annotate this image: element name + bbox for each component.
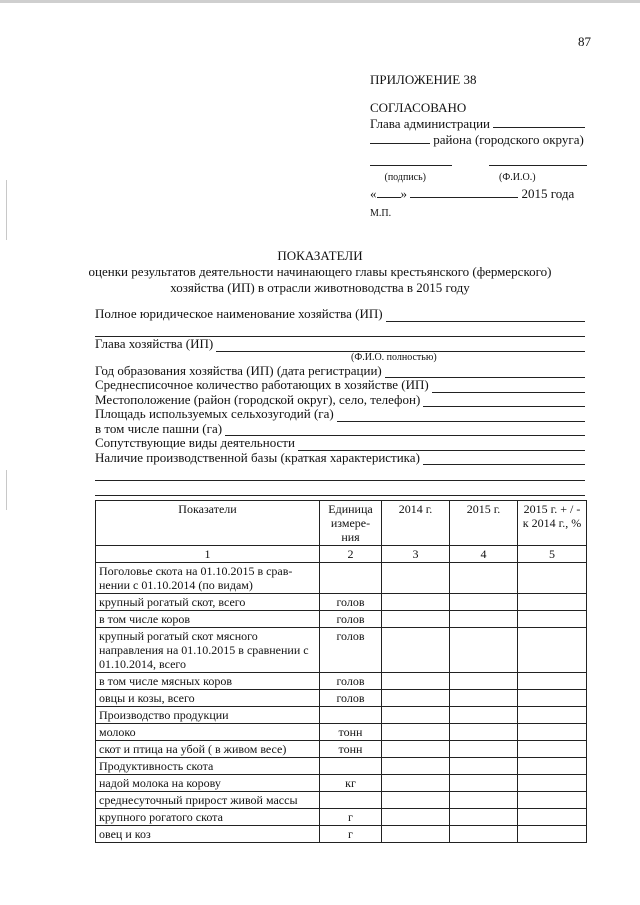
- row-value-2015: [450, 611, 518, 628]
- table-row: [96, 628, 587, 673]
- row-indicator: среднесуточный прирост живой массы: [96, 792, 320, 809]
- approval-line-1: [370, 116, 587, 132]
- base-label: Наличие производственной базы (краткая характеристика): [95, 449, 420, 465]
- arable-field: [95, 422, 585, 437]
- row-change: [518, 809, 587, 826]
- date-open-quote: «: [370, 186, 377, 201]
- row-unit: [320, 707, 382, 724]
- row-change: [518, 628, 587, 673]
- table-body: [96, 563, 587, 843]
- row-change: [518, 563, 587, 594]
- row-indicator: надой молока на корову: [96, 775, 320, 792]
- row-value-2014: [382, 809, 450, 826]
- col-num-5: 5: [518, 546, 587, 563]
- workers-blank: [432, 381, 585, 393]
- row-change: [518, 758, 587, 775]
- row-value-2014: [382, 628, 450, 673]
- area-field: [95, 407, 585, 422]
- full-name-field: [95, 307, 585, 322]
- fio-caption: (Ф.И.О.): [499, 172, 536, 183]
- row-value-2014: [382, 758, 450, 775]
- header-change: 2015 г. + / - к 2014 г., %: [518, 501, 587, 546]
- day-blank: [377, 186, 401, 198]
- base-extra-line-2: [95, 481, 585, 497]
- row-value-2015: [450, 724, 518, 741]
- row-unit: [320, 792, 382, 809]
- row-value-2014: [382, 690, 450, 707]
- signature-line: [370, 154, 587, 170]
- month-blank: [410, 186, 518, 198]
- year-field: [95, 364, 585, 379]
- row-unit: голов: [320, 673, 382, 690]
- base-blank: [423, 453, 585, 465]
- table-row: [96, 792, 587, 809]
- column-number-row: [96, 546, 587, 563]
- row-unit: [320, 758, 382, 775]
- header-row: [96, 501, 587, 546]
- row-value-2015: [450, 758, 518, 775]
- scan-edge-mark: [6, 470, 7, 510]
- row-value-2014: [382, 707, 450, 724]
- row-indicator: Продуктивность скота: [96, 758, 320, 775]
- table-row: [96, 594, 587, 611]
- row-change: [518, 792, 587, 809]
- row-value-2014: [382, 563, 450, 594]
- row-value-2014: [382, 594, 450, 611]
- table-row: [96, 826, 587, 843]
- approval-line-1-text: Глава администрации: [370, 116, 491, 131]
- signature-blank: [370, 154, 452, 166]
- row-unit: голов: [320, 628, 382, 673]
- table-row: [96, 758, 587, 775]
- row-value-2014: [382, 724, 450, 741]
- row-value-2015: [450, 628, 518, 673]
- row-unit: [320, 563, 382, 594]
- row-value-2015: [450, 594, 518, 611]
- date-close-quote: »: [400, 186, 407, 201]
- base-field: [95, 451, 585, 466]
- row-indicator: молоко: [96, 724, 320, 741]
- approval-line-2: [370, 132, 587, 148]
- year-label: Год образования хозяйства (ИП) (дата регистрации): [95, 362, 382, 378]
- row-indicator: Производство продукции: [96, 707, 320, 724]
- row-indicator: овец и коз: [96, 826, 320, 843]
- heading-line-2: хозяйства (ИП) в отрасли животноводства в 2015 году: [170, 280, 470, 295]
- row-unit: г: [320, 826, 382, 843]
- row-indicator: овцы и козы, всего: [96, 690, 320, 707]
- row-indicator: Поголовье скота на 01.10.2015 в срав-нении с 01.10.2014 (по видам): [96, 563, 320, 594]
- table-row: [96, 741, 587, 758]
- area-label: Площадь используемых сельхозугодий (га): [95, 406, 334, 421]
- row-change: [518, 724, 587, 741]
- document-heading: [0, 248, 640, 296]
- col-num-3: 3: [382, 546, 450, 563]
- row-value-2015: [450, 673, 518, 690]
- row-value-2015: [450, 741, 518, 758]
- row-value-2015: [450, 775, 518, 792]
- col-num-4: 4: [450, 546, 518, 563]
- table-row: [96, 809, 587, 826]
- header-unit: Единица измере-ния: [320, 501, 382, 546]
- row-value-2014: [382, 792, 450, 809]
- row-change: [518, 673, 587, 690]
- row-indicator: крупный рогатый скот мясного направления на 01.10.2015 в сравнении с 01.10.2014, всего: [96, 628, 320, 673]
- row-value-2015: [450, 809, 518, 826]
- row-value-2014: [382, 826, 450, 843]
- admin-blank: [493, 116, 585, 128]
- table-row: [96, 724, 587, 741]
- district-blank: [370, 132, 430, 144]
- activities-blank: [298, 439, 585, 451]
- date-line: [370, 186, 587, 202]
- row-value-2015: [450, 792, 518, 809]
- head-field: [95, 337, 585, 352]
- appendix-label: ПРИЛОЖЕНИЕ 38: [370, 72, 477, 87]
- col-num-1: 1: [96, 546, 320, 563]
- workers-field: [95, 378, 585, 393]
- heading-line-1: оценки результатов деятельности начинающего главы крестьянского (фермерского): [88, 264, 552, 279]
- row-unit: голов: [320, 611, 382, 628]
- page-number: 87: [578, 34, 591, 49]
- indicators-table: [95, 500, 587, 843]
- row-indicator: в том числе коров: [96, 611, 320, 628]
- row-indicator: крупного рогатого скота: [96, 809, 320, 826]
- row-unit: голов: [320, 690, 382, 707]
- activities-label: Сопутствующие виды деятельности: [95, 435, 295, 450]
- row-value-2015: [450, 563, 518, 594]
- date-year: 2015 года: [521, 186, 575, 201]
- farm-info-form: [95, 307, 585, 496]
- row-value-2014: [382, 673, 450, 690]
- approval-line-2-text: района (городского округа): [433, 132, 584, 147]
- row-unit: кг: [320, 775, 382, 792]
- row-change: [518, 690, 587, 707]
- stamp-label: М.П.: [370, 208, 392, 219]
- workers-label: Среднесписочное количество работающих в хозяйстве (ИП): [95, 377, 429, 392]
- row-unit: тонн: [320, 724, 382, 741]
- location-label: Местоположение (район (городской округ), село, телефон): [95, 391, 421, 407]
- header-indicators: Показатели: [96, 501, 320, 546]
- scan-edge-mark: [6, 180, 7, 240]
- area-blank: [337, 410, 585, 422]
- header-2014: 2014 г.: [382, 501, 450, 546]
- full-name-blank: [386, 310, 585, 322]
- table-row: [96, 690, 587, 707]
- col-num-2: 2: [320, 546, 382, 563]
- row-change: [518, 775, 587, 792]
- full-name-extra-line: [95, 322, 585, 338]
- row-unit: голов: [320, 594, 382, 611]
- row-change: [518, 741, 587, 758]
- table-row: [96, 707, 587, 724]
- heading-title: ПОКАЗАТЕЛИ: [277, 248, 363, 263]
- approval-title: СОГЛАСОВАНО: [370, 100, 467, 115]
- row-unit: г: [320, 809, 382, 826]
- appendix-block: [370, 72, 587, 222]
- row-change: [518, 611, 587, 628]
- row-value-2015: [450, 707, 518, 724]
- activities-field: [95, 436, 585, 451]
- signature-captions: [370, 170, 587, 186]
- arable-label: в том числе пашни (га): [95, 420, 223, 436]
- row-change: [518, 594, 587, 611]
- head-label: Глава хозяйства (ИП): [95, 336, 214, 351]
- sign-caption: (подпись): [384, 172, 427, 183]
- table-row: [96, 563, 587, 594]
- base-extra-line-1: [95, 465, 585, 481]
- row-value-2015: [450, 690, 518, 707]
- location-field: [95, 393, 585, 408]
- table-row: [96, 611, 587, 628]
- row-indicator: в том числе мясных коров: [96, 673, 320, 690]
- location-blank: [423, 395, 585, 407]
- table-row: [96, 775, 587, 792]
- row-unit: тонн: [320, 741, 382, 758]
- table-row: [96, 673, 587, 690]
- table-header: [96, 501, 587, 563]
- header-2015: 2015 г.: [450, 501, 518, 546]
- row-value-2014: [382, 611, 450, 628]
- head-blank: [216, 340, 585, 352]
- scan-top-edge: [0, 0, 640, 3]
- row-value-2014: [382, 741, 450, 758]
- row-value-2015: [450, 826, 518, 843]
- row-change: [518, 707, 587, 724]
- row-change: [518, 826, 587, 843]
- fio-blank: [489, 154, 587, 166]
- row-value-2014: [382, 775, 450, 792]
- row-indicator: крупный рогатый скот, всего: [96, 594, 320, 611]
- fio-hint: (Ф.И.О. полностью): [351, 351, 437, 363]
- full-name-label: Полное юридическое наименование хозяйства (ИП): [95, 306, 383, 321]
- row-indicator: скот и птица на убой ( в живом весе): [96, 741, 320, 758]
